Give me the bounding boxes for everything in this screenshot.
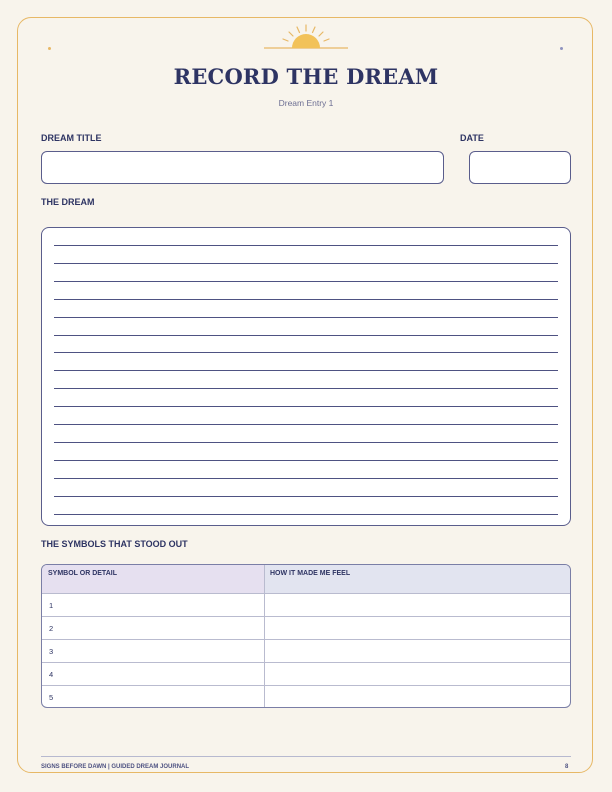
date-label: DATE — [460, 133, 484, 143]
date-field[interactable] — [469, 151, 571, 184]
row-number: 2 — [49, 624, 54, 633]
symbols-label: THE SYMBOLS THAT STOOD OUT — [41, 539, 188, 549]
footer-divider — [41, 756, 571, 757]
ruled-line — [54, 352, 558, 353]
table-row[interactable] — [42, 639, 570, 662]
ruled-line — [54, 263, 558, 264]
page-subtitle: Dream Entry 1 — [278, 98, 334, 108]
ruled-line — [54, 335, 558, 336]
column-header-feeling: HOW IT MADE ME FEEL — [264, 565, 570, 593]
ruled-line — [54, 496, 558, 497]
ruled-line — [54, 281, 558, 282]
table-row[interactable] — [42, 685, 570, 708]
ruled-line — [54, 245, 558, 246]
ruled-line — [54, 442, 558, 443]
decor-dot-right — [560, 47, 563, 50]
page-number: 8 — [565, 764, 569, 770]
table-row[interactable] — [42, 662, 570, 685]
table-row[interactable] — [42, 616, 570, 639]
row-number: 5 — [49, 693, 54, 702]
symbols-table — [41, 564, 571, 708]
decor-dot-left — [48, 47, 51, 50]
dream-label: THE DREAM — [41, 197, 95, 207]
sunrise-icon — [262, 22, 350, 52]
dream-title-label: DREAM TITLE — [41, 133, 102, 143]
ruled-line — [54, 478, 558, 479]
page-title: RECORD THE DREAM — [173, 64, 439, 89]
ruled-line — [54, 514, 558, 515]
column-header-symbol: SYMBOL OR DETAIL — [42, 565, 264, 593]
row-number: 1 — [49, 601, 54, 610]
ruled-line — [54, 370, 558, 371]
ruled-line — [54, 460, 558, 461]
table-row[interactable] — [42, 593, 570, 616]
ruled-line — [54, 388, 558, 389]
ruled-line — [54, 317, 558, 318]
footer-text: SIGNS BEFORE DAWN | GUIDED DREAM JOURNAL — [41, 764, 190, 770]
dream-writing-area[interactable] — [41, 227, 571, 526]
ruled-line — [54, 424, 558, 425]
ruled-line — [54, 299, 558, 300]
ruled-line — [54, 406, 558, 407]
row-number: 3 — [49, 647, 54, 656]
ruled-lines — [54, 228, 558, 525]
row-number: 4 — [49, 670, 54, 679]
dream-title-field[interactable] — [41, 151, 444, 184]
